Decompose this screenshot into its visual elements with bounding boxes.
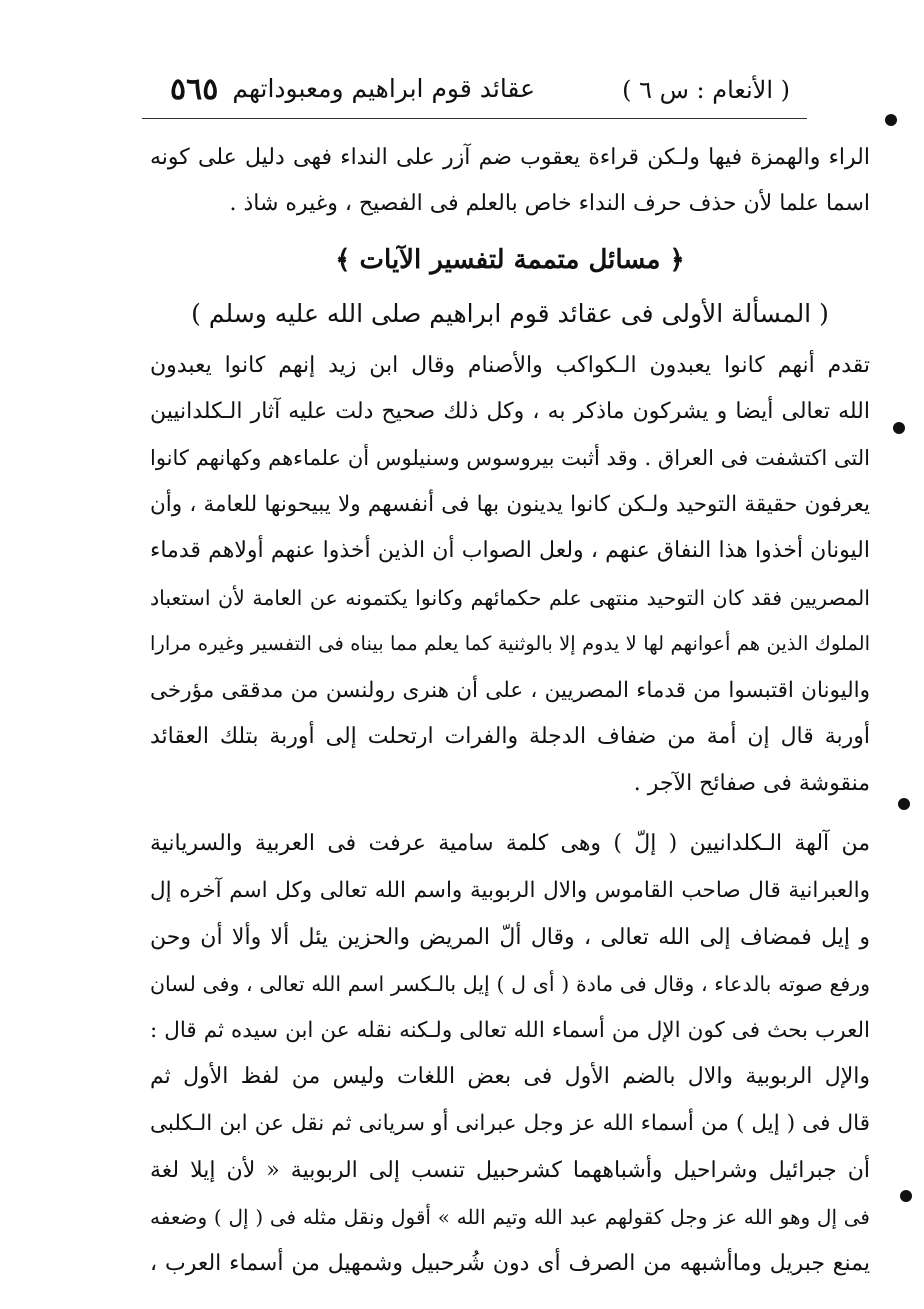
text-line: فى إل وهو الله عز وجل كقولهم عبد الله وتيم الله » أقول ونقل مثله فى ( إل ) وضعفه [150, 1205, 870, 1229]
text-line: يعرفون حقيقة التوحيد ولـكن كانوا يدينون بها فى أنفسهم ولا يبيحونها للعامة ، وأن [150, 492, 870, 517]
binding-hole-mark [885, 114, 897, 126]
subheading: ( المسألة الأولى فى عقائد قوم ابراهيم صلى الله عليه وسلم ) [191, 299, 829, 328]
text-line: والإل الربوبية والال بالضم الأول فى بعض اللغات وليس من لفظ الأول ثم [150, 1064, 870, 1089]
running-title: عقائد قوم ابراهيم ومعبوداتهم [232, 74, 535, 103]
surah-reference: ( الأنعام : س ٦ ) [622, 76, 790, 104]
text-line: واليونان اقتبسوا من قدماء المصريين ، على أن هنرى رولنسن من مدققى مؤرخى [150, 678, 870, 703]
text-line: التى اكتشفت فى العراق . وقد أثبت بيروسوس وسنيلوس أن علماءهم وكهانهم كانوا [150, 446, 870, 470]
section-heading: ﴿ مسائل متممة لتفسير الآيات ﴾ [335, 245, 685, 275]
text-line: ورفع صوته بالدعاء ، وقال فى مادة ( أى ل ) إيل بالـكسر اسم الله تعالى ، وفى لسان [150, 972, 870, 996]
header-rule [142, 118, 807, 119]
text-line: أن جبرائيل وشراحيل وأشباههما كشرحبيل تنسب إلى الربوبية « لأن إيلا لغة [150, 1158, 870, 1183]
binding-hole-mark [900, 1190, 912, 1202]
binding-hole-mark [893, 422, 905, 434]
text-line: الله تعالى أيضا و يشركون ماذكر به ، وكل ذلك صحيح دلت عليه آثار الـكلدانيين [150, 399, 870, 424]
binding-hole-mark [898, 798, 910, 810]
text-line: تقدم أنهم كانوا يعبدون الـكواكب والأصنام وقال ابن زيد إنهم كانوا يعبدون [150, 353, 870, 378]
text-line: يمنع جبريل وماأشبهه من الصرف أى دون شُرحبيل وشمهيل من أسماء العرب ، [150, 1251, 870, 1276]
text-line: الملوك الذين هم أعوانهم لها لا يدوم إلا بالوثنية كما يعلم مما بيناه فى التفسير وغيره مرارا [150, 632, 870, 655]
page-header [140, 72, 790, 112]
text-line: و إيل فمضاف إلى الله تعالى ، وقال ألّ المريض والحزين يئل ألا وألا أن وحن [150, 925, 870, 950]
text-line: الراء والهمزة فيها ولـكن قراءة يعقوب ضم آزر على النداء فهى دليل على كونه [150, 145, 870, 170]
text-line: والعبرانية قال صاحب القاموس والال الربوبية واسم الله تعالى وكل اسم آخره إل [150, 878, 870, 903]
text-line: أوربة قال إن أمة من ضفاف الدجلة والفرات ارتحلت إلى أوربة بتلك العقائد [150, 724, 870, 749]
text-line: المصريين فقد كان التوحيد منتهى علم حكمائهم وكانوا يكتمونه عن العامة لأن استعباد [150, 586, 870, 610]
text-line: من آلهة الـكلدانيين ( إلّ ) وهى كلمة سامية عرفت فى العربية والسريانية [150, 831, 870, 856]
text-line: العرب بحث فى كون الإل من أسماء الله تعالى ولـكنه نقله عن ابن سيده ثم قال : [150, 1018, 870, 1043]
text-line: قال فى ( إيل ) من أسماء الله عز وجل عبرانى أو سريانى ثم نقل عن ابن الـكلبى [150, 1111, 870, 1136]
text-line: منقوشة فى صفائح الآجر . [633, 771, 870, 796]
text-line: اليونان أخذوا هذا النفاق عنهم ، ولعل الصواب أن الذين أخذوا عنهم أولاهم قدماء [150, 538, 870, 563]
page-number: ٥٦٥ [170, 72, 219, 107]
text-line: اسما علما لأن حذف حرف النداء خاص بالعلم فى الفصيح ، وغيره شاذ . [229, 191, 870, 216]
